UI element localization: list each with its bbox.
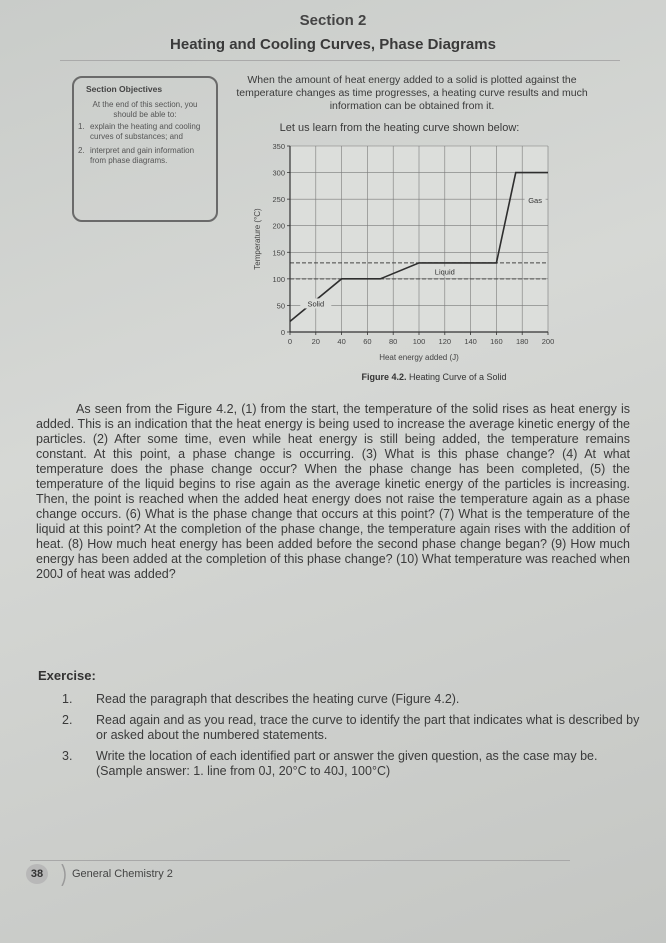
y-tick-label: 150 — [272, 248, 285, 258]
x-tick-label: 120 — [438, 337, 452, 346]
figure-caption-text: Heating Curve of a Solid — [408, 372, 507, 382]
objective-number: 1. — [78, 122, 85, 131]
y-tick-label: 50 — [276, 301, 285, 311]
objective-item — [78, 146, 210, 166]
page-number: 38 — [26, 864, 48, 884]
exercise-item — [60, 713, 640, 743]
x-tick-label: 20 — [311, 337, 320, 346]
exercise-number: 2. — [62, 713, 73, 727]
heating-curve-chart — [248, 136, 578, 368]
exercise-heading: Exercise: — [38, 668, 96, 683]
region-label: Solid — [307, 299, 325, 309]
y-tick-label: 300 — [272, 168, 285, 178]
chart-y-ticks — [272, 142, 290, 337]
objective-text: explain the heating and cooling curves of substances; and — [90, 122, 201, 141]
x-tick-label: 140 — [464, 337, 477, 346]
objective-item — [78, 122, 210, 142]
learn-text: Let us learn from the heating curve shown below: — [279, 122, 520, 134]
exercise-text: Write the location of each identified part or answer the given question, as the case may be. (Sample answer: 1. line from 0J, 20°C to 40J, 100°C) — [96, 749, 598, 778]
x-tick-label: 40 — [337, 337, 346, 346]
objective-text: interpret and gain information from phase diagrams. — [90, 146, 195, 165]
region-label: Gas — [528, 195, 542, 205]
exercise-item — [60, 692, 640, 707]
objectives-lead: At the end of this section, you should be able to: — [92, 100, 198, 119]
y-tick-label: 250 — [272, 195, 285, 205]
section-title: Heating and Cooling Curves, Phase Diagrams — [170, 36, 496, 53]
x-tick-label: 80 — [389, 337, 398, 346]
exercise-text: Read the paragraph that describes the heating curve (Figure 4.2). — [96, 692, 460, 706]
x-tick-label: 0 — [287, 337, 293, 346]
chart-x-ticks — [288, 332, 554, 346]
header-divider — [60, 60, 620, 61]
objectives-box — [72, 76, 218, 222]
y-tick-label: 100 — [272, 274, 285, 284]
x-tick-label: 200 — [541, 337, 555, 346]
exercise-number: 3. — [62, 749, 73, 763]
x-tick-label: 60 — [363, 337, 372, 346]
exercise-item — [60, 749, 640, 779]
objectives-list — [78, 122, 210, 170]
book-title: General Chemistry 2 — [72, 868, 173, 880]
chart-x-label: Heat energy added (J) — [379, 353, 459, 362]
chart-y-label: Temperature (°C) — [253, 208, 262, 270]
x-tick-label: 160 — [490, 337, 503, 346]
section-label: Section 2 — [299, 12, 367, 29]
body-paragraph: As seen from the Figure 4.2, (1) from the start, the temperature of the solid rises as heat energy is added. This is an indication that the heat energy is being used to increase the average kinetic energy of the particles. (2) After some time, even while heat energy is still being added, the temperature remains constant. At this point, a phase change is occurring. (3) What is this phase change? (4) At what temperature does the phase change occur? When the phase change has been completed, (5) the temperature of the liquid begins to rise again as the average kinetic energy of the particles is increasing. Then, the point is reached when the added heat energy does not raise the temperature again as a phase change occurs. (6) What is the phase change that occurs at this point? (7) What is the temperature of the liquid at this point? At the completion of the phase change, the temperature again rises with the addition of heat. (8) How much heat energy has been added before the second phase change began? (9) How much energy has been added at the completion of this phase change? (10) What temperature was reached when 200J of heat was added? — [36, 402, 630, 581]
y-tick-label: 200 — [272, 221, 285, 231]
x-tick-label: 180 — [515, 337, 529, 346]
exercise-text: Read again and as you read, trace the curve to identify the part that indicates what is described by or asked about the numbered statements. — [96, 713, 640, 742]
page-tab-icon — [60, 864, 70, 886]
objectives-title: Section Objectives — [86, 84, 163, 94]
y-tick-label: 0 — [280, 328, 285, 337]
exercise-list — [60, 692, 640, 785]
x-tick-label: 100 — [412, 337, 426, 346]
figure-caption — [244, 372, 624, 382]
objective-number: 2. — [78, 146, 85, 155]
figure-label: Figure 4.2. — [361, 372, 407, 382]
exercise-number: 1. — [62, 692, 73, 706]
footer-divider — [30, 860, 570, 861]
region-label: Liquid — [434, 267, 455, 277]
intro-text: When the amount of heat energy added to a solid is plotted against the temperature changes as time progresses, a heating curve results and much information can be obtained from it. — [236, 74, 588, 112]
y-tick-label: 350 — [272, 142, 285, 151]
